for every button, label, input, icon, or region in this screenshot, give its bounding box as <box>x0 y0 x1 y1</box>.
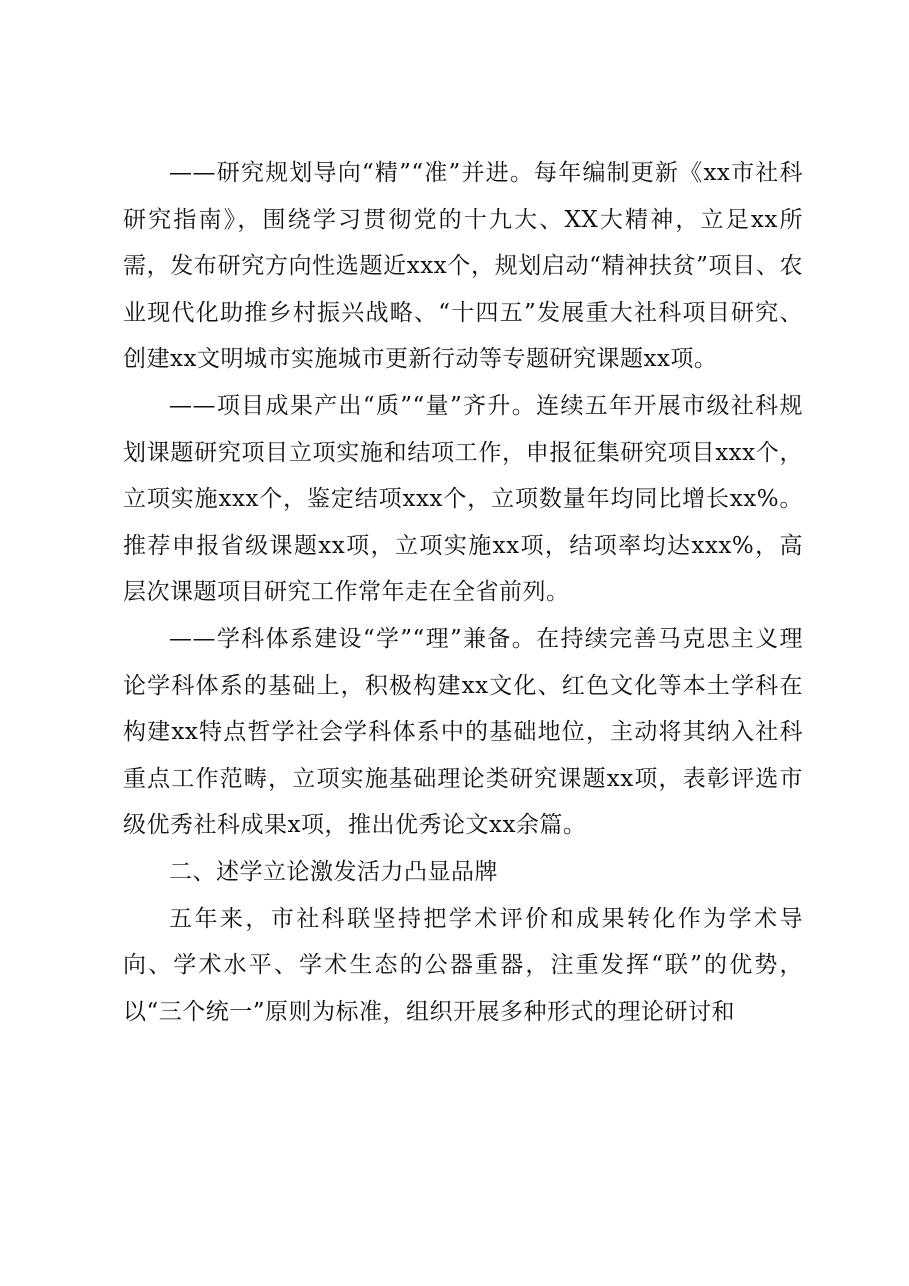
paragraph-five-years: 五年来，市社科联坚持把学术评价和成果转化作为学术导向、学术水平、学术生态的公器重器，注重发挥“联”的优势，以“三个统一”原则为标准，组织开展多种形式的理论研讨和 <box>123 905 803 1025</box>
paragraph-discipline-system: ——学科体系建设“学”“理”兼备。在持续完善马克思主义理论学科体系的基础上，积极构建xx文化、红色文化等本土学科在构建xx特点哲学社会学科体系中的基础地位，主动将其纳入社科重点工作范畴，立项实施基础理论类研究课题xx项，表彰评选市级优秀社科成果x项，推出优秀论文xx余篇。 <box>123 625 803 839</box>
paragraph-project-outcomes: ——项目成果产出“质”“量”齐升。连续五年开展市级社科规划课题研究项目立项实施和结项工作，申报征集研究项目xxx个，立项实施xxx个，鉴定结项xxx个，立项数量年均同比增长xx%。推荐申报省级课题xx项，立项实施xx项，结项率均达xxx%，高层次课题项目研究工作常年走在全省前列。 <box>123 392 803 606</box>
document-body <box>123 150 803 1035</box>
section-heading: 二、述学立论激发活力凸显品牌 <box>169 858 498 885</box>
paragraph-research-planning: ——研究规划导向“精”“准”并进。每年编制更新《xx市社科研究指南》，围绕学习贯彻党的十九大、XX大精神，立足xx所需，发布研究方向性选题近xxx个，规划启动“精神扶贫”项目、农业现代化助推乡村振兴战略、“十四五”发展重大社科项目研究、创建xx文明城市实施城市更新行动等专题研究课题xx项。 <box>123 160 803 373</box>
